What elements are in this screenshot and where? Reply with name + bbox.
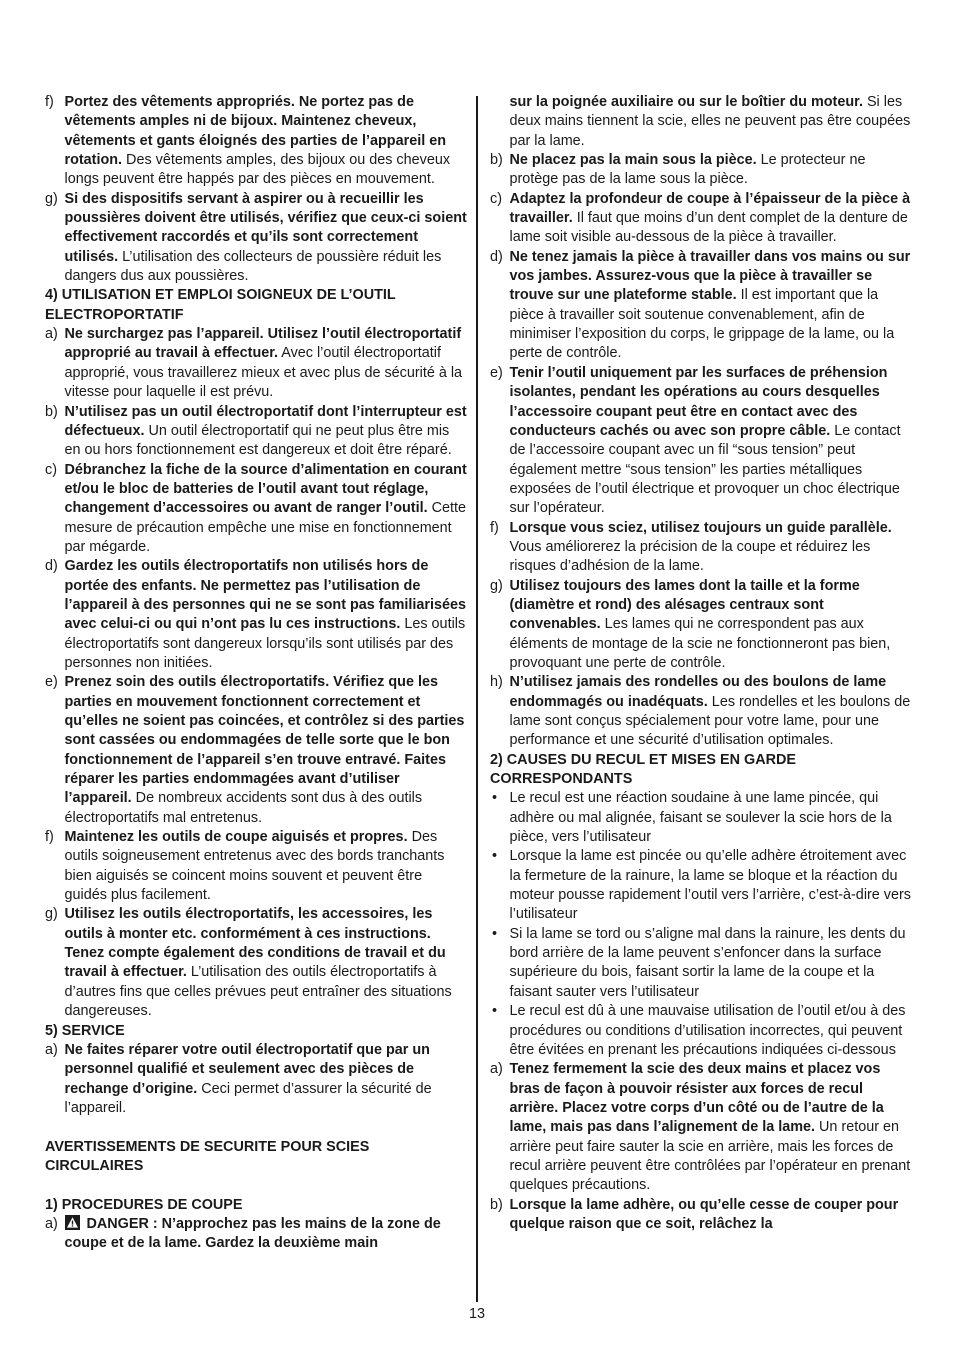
list-item <box>490 248 912 364</box>
item-text: Le contact de l’accessoire coupant avec un fil “sous tension” peut également mettre “sous tension” les parties métalliques exposées de l’outil électrique et provoquer un choc électrique sur l’opérateur. <box>509 422 901 517</box>
item-bold-text: sur la poignée auxiliaire ou sur le boîtier du moteur. <box>509 94 863 110</box>
item-marker: e) <box>45 674 58 691</box>
document-title: AVERTISSEMENTS DE SECURITE POUR SCIES CIRCULAIRES <box>45 1138 370 1174</box>
list-item <box>490 364 912 519</box>
list-item <box>490 673 912 750</box>
item-marker: b) <box>490 152 503 169</box>
item-text: Ceci permet d’assurer la sécurité de l’appareil. <box>64 1080 432 1116</box>
item-text: Des vêtements amples, des bijoux ou des cheveux longs peuvent être happés par des pièces en mouvement. <box>64 152 451 188</box>
item-text: Avec l’outil électroportatif approprié, vous travaillerez mieux et avec plus de sécurité à la vitesse pour laquelle il est prévu. <box>64 345 463 401</box>
item-marker: c) <box>490 190 502 207</box>
list-item-continued <box>490 93 912 151</box>
list-item <box>45 1215 467 1254</box>
bullet-marker: • <box>492 848 498 865</box>
item-bold-text: N’utilisez jamais des rondelles ou des boulons de lame endommagés ou inadéquats. <box>509 674 887 710</box>
item-marker: d) <box>45 558 58 575</box>
list-item <box>490 151 912 190</box>
item-text: Il est important que la pièce à travailler soit soutenue convenablement, afin de minimiser l’exposition du corps, le grippage de la lame, ou la perte de contrôle. <box>509 287 895 362</box>
bullet-text: Le recul est une réaction soudaine à une lame pincée, qui adhère ou mal alignée, faisant se soulever la scie hors de la pièce, vers l’utilisateur <box>509 790 892 846</box>
bullet-item <box>490 789 912 847</box>
list-item <box>490 577 912 674</box>
item-bold-text: Ne tenez jamais la pièce à travailler dans vos mains ou sur vos jambes. Assurez-vous que la pièce à travailler se trouve sur une plateforme stable. <box>509 248 911 304</box>
item-bold-text: Gardez les outils électroportatifs non utilisés hors de portée des enfants. Ne permettez pas l’utilisation de l’appareil à des personnes qui ne se sont pas familiarisées avec celui-ci ou qui n’ont pas lu ces instructions. <box>64 558 466 633</box>
item-bold-text: Ne surchargez pas l’appareil. Utilisez l’outil électroportatif approprié au travail à effectuer. <box>64 326 462 362</box>
bullet-text: Lorsque la lame est pincée ou qu’elle adhère étroitement avec la fermeture de la rainure, la lame se bloque et la réaction du moteur pousse rapidement l’outil vers l’arrière, c’est-à-dire vers l’utilisateur <box>509 848 911 923</box>
item-text: Il faut que moins d’un dent complet de la denture de lame soit visible au-dessous de la pièce à travailler. <box>509 210 908 246</box>
item-bold-text: Ne faites réparer votre outil électroportatif que par un personnel qualifié et seulement avec des pièces de rechange d’origine. <box>64 1041 430 1097</box>
list-item <box>490 519 912 577</box>
item-text: Les rondelles et les boulons de lame sont conçus spécialement pour votre lame, pour une performance et une sécurité d’utilisation optimales. <box>509 693 911 749</box>
list-item <box>45 325 467 402</box>
bullet-marker: • <box>492 925 498 942</box>
list-item <box>490 1196 912 1235</box>
list-item <box>45 1041 467 1118</box>
list-item <box>45 673 467 828</box>
item-text: L’utilisation des collecteurs de poussière réduit les dangers dus aux poussières. <box>64 248 442 285</box>
item-bold-text: Prenez soin des outils électroportatifs. Vérifiez que les parties en mouvement fonctionnent correctement et qu’elles ne soient pas coincées, et contrôlez si des parties sont cassées ou endommagées de telle sorte que le bon fonctionnement de l’appareil s’en trouve entravé. Faites réparer les parties endommagées avant d’utiliser l’appareil. <box>64 674 465 807</box>
item-bold-text: Tenir l’outil uniquement par les surfaces de préhension isolantes, pendant les opérations au cours desquelles l’accessoire coupant peut être en contact avec des conducteurs cachés ou avec son propre câble. <box>509 364 888 439</box>
list-item <box>45 403 467 461</box>
item-marker: a) <box>490 1061 503 1078</box>
item-text: Un outil électroportatif qui ne peut plus être mis en ou hors fonctionnement est dangereux et doit être réparé. <box>64 422 452 459</box>
item-bold-text: Tenez fermement la scie des deux mains et placez vos bras de façon à pouvoir résister aux forces de recul arrière. Placez votre corps d’un côté ou de l’autre de la lame, mais pas dans l’alignement de la lame. <box>509 1061 884 1136</box>
item-bold-text: Adaptez la profondeur de coupe à l’épaisseur de la pièce à travailler. <box>509 190 911 227</box>
item-text: Cette mesure de précaution empêche une mise en fonctionnement par mégarde. <box>64 500 466 555</box>
list-item <box>45 461 467 558</box>
item-bold-text: Débranchez la fiche de la source d’alimentation en courant et/ou le bloc de batteries de l’outil avant tout réglage, changement d’accessoires ou avant de ranger l’outil. <box>64 461 467 517</box>
item-text: Vous améliorerez la précision de la coupe et réduirez les risques d’adhésion de la lame. <box>509 538 871 575</box>
list-item <box>45 190 467 287</box>
section-heading: 1) PROCEDURES DE COUPE <box>45 1196 243 1213</box>
item-bold-text: Lorsque la lame adhère, ou qu’elle cesse de couper pour quelque raison que ce soit, relâchez la <box>509 1196 899 1232</box>
item-bold-text: Maintenez les outils de coupe aiguisés et propres. <box>64 829 408 846</box>
bullet-text: Le recul est dû à une mauvaise utilisation de l’outil et/ou à des procédures ou conditions d’utilisation incorrectes, qui peuvent être évitées en prenant les précautions indiquées ci-dessous <box>509 1003 906 1058</box>
item-marker: b) <box>490 1196 503 1213</box>
item-bold-text: Utilisez toujours des lames dont la taille et la forme (diamètre et rond) des alésages centraux sont convenables. <box>509 577 860 633</box>
item-bold-text: Portez des vêtements appropriés. Ne portez pas de vêtements amples ni de bijoux. Maintenez cheveux, vêtements et gants éloignés des parties de l’appareil en rotation. <box>64 94 446 169</box>
item-bold-text: Si des dispositifs servant à aspirer ou à recueillir les poussières doivent être utilisés, vérifiez que ceux-ci soient effectivement raccordés et qu’ils sont correctement utilisés. <box>64 190 467 265</box>
bullet-text: Si la lame se tord ou s’aligne mal dans la rainure, les dents du bord arrière de la lame peuvent s’enfoncer dans la surface supérieure du bois, faisant sortir la lame de la coupe et la faisant sauter vers l’utilisateur <box>509 925 906 1000</box>
bullet-item <box>490 847 912 924</box>
item-marker: d) <box>490 248 503 265</box>
bullet-item <box>490 1002 912 1060</box>
item-text: Le protecteur ne protège pas de la lame sous la pièce. <box>509 152 866 188</box>
list-item <box>45 828 467 905</box>
item-marker: e) <box>490 364 503 381</box>
item-bold-text: Lorsque vous sciez, utilisez toujours un guide parallèle. <box>509 519 892 536</box>
section-heading: 5) SERVICE <box>45 1022 125 1039</box>
page-number: 13 <box>468 1306 485 1322</box>
item-bold-text: N’utilisez pas un outil électroportatif dont l’interrupteur est défectueux. <box>64 403 467 439</box>
list-item <box>45 93 467 190</box>
item-text: Les outils électroportatifs sont dangereux lorsqu’ils sont utilisés par des personnes non initiées. <box>64 616 466 671</box>
item-text: De nombreux accidents sont dus à des outils électroportatifs mal entretenus. <box>64 790 423 826</box>
item-marker: f) <box>490 519 499 536</box>
item-bold-text: Utilisez les outils électroportatifs, les accessoires, les outils à monter etc. conformément à ces instructions. Tenez compte également des conditions de travail et du travail à effectuer. <box>64 906 446 981</box>
bullet-item <box>490 925 912 1002</box>
item-marker: g) <box>45 190 58 207</box>
item-bold-text: DANGER : N’approchez pas les mains de la zone de coupe et de la lame. Gardez la deuxième main <box>64 1215 441 1252</box>
list-item <box>490 190 912 248</box>
column-divider <box>476 96 478 1302</box>
item-marker: a) <box>45 326 58 343</box>
item-bold-text: Ne placez pas la main sous la pièce. <box>509 152 757 169</box>
spacer <box>45 1176 467 1195</box>
item-marker: f) <box>45 94 54 110</box>
warning-triangle-icon <box>65 1215 80 1230</box>
item-text: Si les deux mains tiennent la scie, elles ne peuvent pas être coupées par la lame. <box>509 94 911 149</box>
list-item <box>45 557 467 673</box>
item-marker: a) <box>45 1215 58 1232</box>
item-marker: h) <box>490 674 503 691</box>
item-text: L’utilisation des outils électroportatifs à d’autres fins que celles prévues peut entraîner des situations dangereuses. <box>64 964 452 1020</box>
spacer <box>45 1118 467 1137</box>
section-heading: 4) UTILISATION ET EMPLOI SOIGNEUX DE L’OUTIL ELECTROPORTATIF <box>45 287 396 323</box>
list-item <box>45 905 467 1021</box>
item-marker: g) <box>45 906 58 923</box>
item-marker: b) <box>45 403 58 420</box>
item-marker: a) <box>45 1041 58 1058</box>
bullet-marker: • <box>492 1003 498 1020</box>
item-marker: f) <box>45 829 54 846</box>
left-column <box>45 93 467 1254</box>
item-marker: c) <box>45 461 57 478</box>
right-column <box>490 93 912 1234</box>
item-text: Les lames qui ne correspondent pas aux éléments de montage de la scie ne fonctionneront pas bien, provoquant une perte de contrôle. <box>509 616 891 671</box>
item-text: Des outils soigneusement entretenus avec des bords tranchants bien aiguisés se coincent moins souvent et peuvent être guidés plus facilement. <box>64 829 445 904</box>
list-item <box>490 1060 912 1195</box>
bullet-marker: • <box>492 790 498 807</box>
section-heading: 2) CAUSES DU RECUL ET MISES EN GARDE CORRESPONDANTS <box>490 751 796 788</box>
item-marker: g) <box>490 577 503 594</box>
item-text: Un retour en arrière peut faire sauter la scie en arrière, mais les forces de recul arrière peuvent être contrôlées par l’opérateur en prenant quelques précautions. <box>509 1119 911 1194</box>
